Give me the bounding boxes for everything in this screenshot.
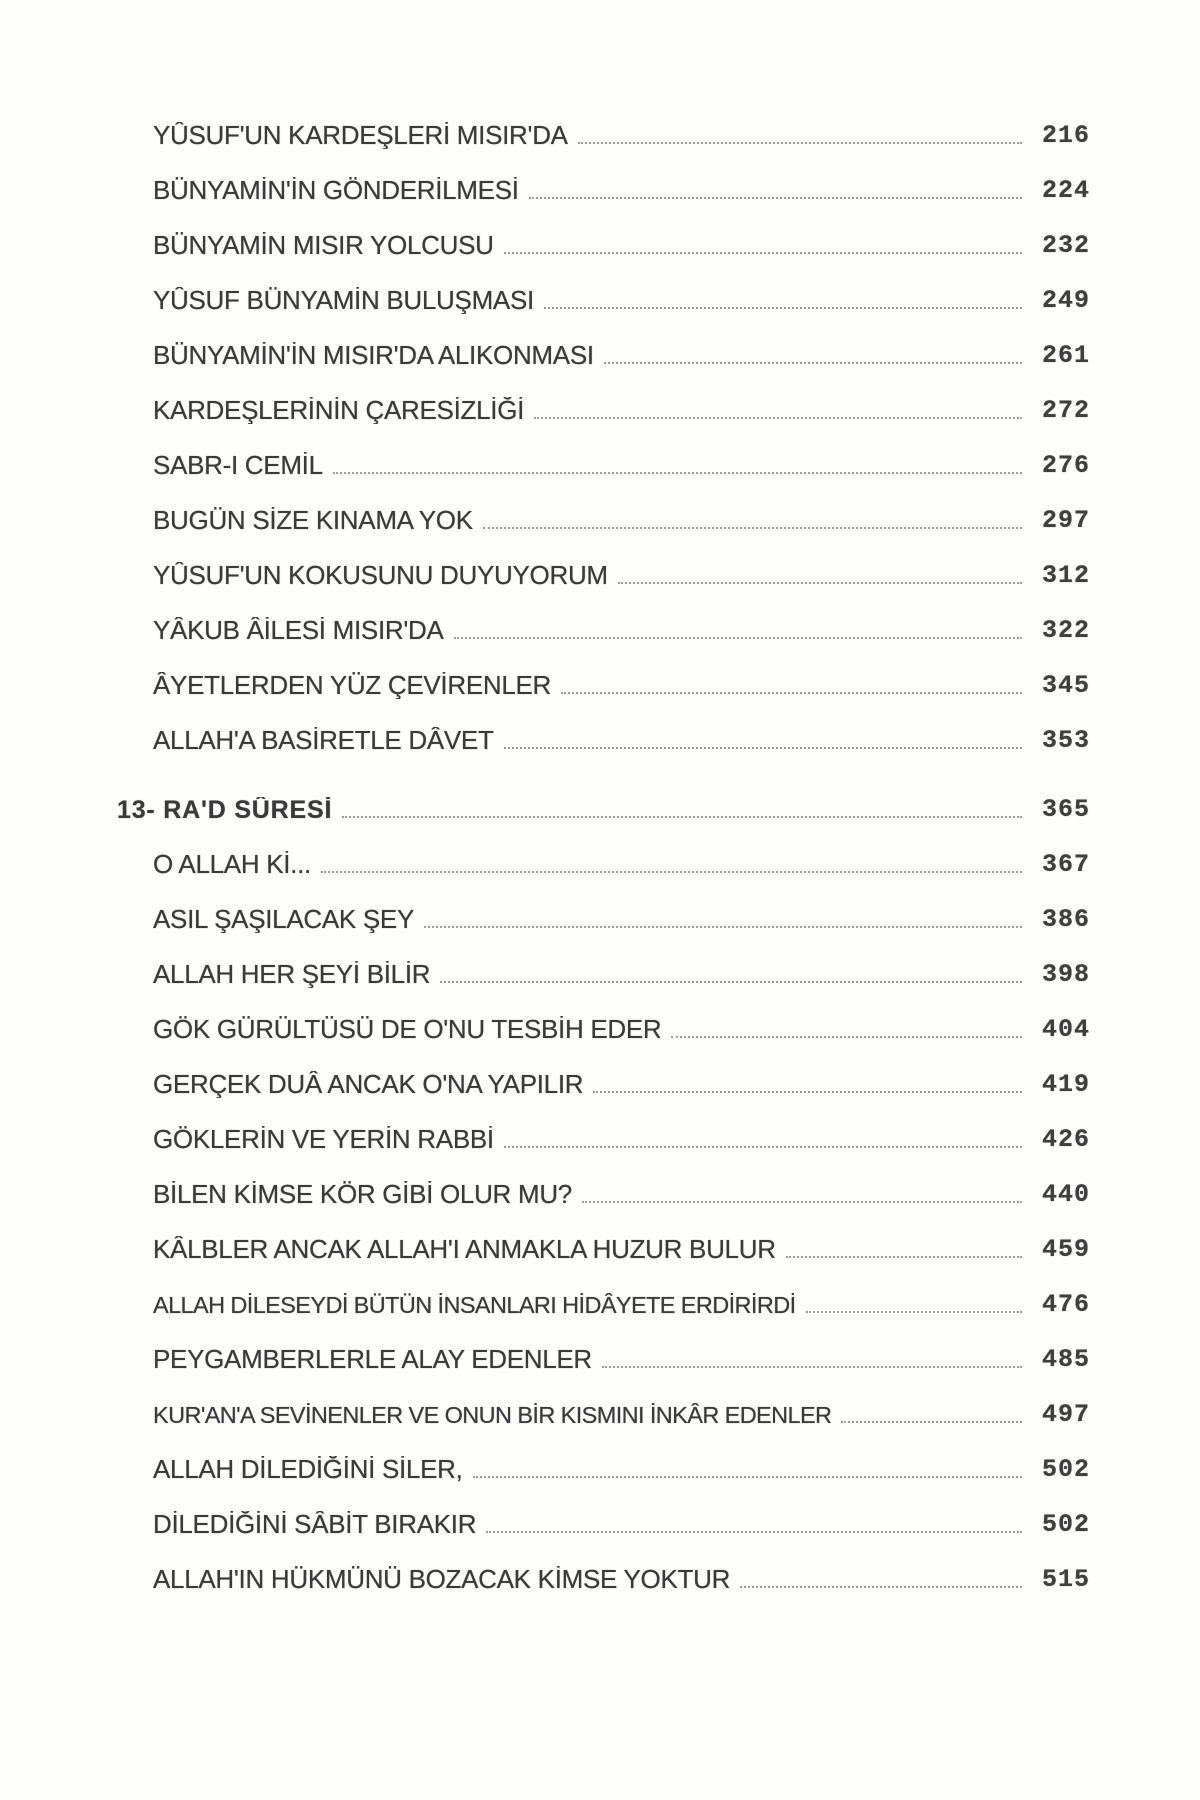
- toc-entry-title: YÛSUF'UN KOKUSUNU DUYUYORUM: [153, 561, 608, 589]
- dot-leader: [534, 417, 1022, 419]
- toc-entry-row: [117, 1208, 1090, 1263]
- toc-entry-title: DİLEDİĞİNİ SÂBİT BIRAKIR: [153, 1510, 477, 1538]
- dot-leader: [486, 1531, 1022, 1533]
- dot-leader: [504, 1146, 1022, 1148]
- toc-entry-row: [117, 1263, 1090, 1318]
- toc-entry-row: [117, 988, 1090, 1043]
- toc-entry-row: [117, 699, 1090, 754]
- toc-entry-title: O ALLAH Kİ...: [153, 850, 311, 878]
- dot-leader: [582, 1201, 1022, 1203]
- dot-leader: [473, 1476, 1022, 1478]
- toc-entry-title: BÜNYAMİN MISIR YOLCUSU: [153, 231, 494, 259]
- toc-entry-page-number: 365: [1041, 794, 1090, 824]
- toc-entry-page-number: 249: [1041, 285, 1090, 315]
- toc-entry-page-number: 502: [1041, 1509, 1090, 1539]
- toc-entry-page-number: 353: [1041, 725, 1090, 755]
- toc-entry-page-number: 367: [1041, 849, 1090, 879]
- dot-leader: [424, 926, 1022, 928]
- toc-entry-page-number: 297: [1041, 505, 1090, 535]
- toc-entry-page-number: 497: [1041, 1399, 1090, 1429]
- toc-entry-row: [117, 94, 1090, 149]
- dot-leader: [342, 816, 1022, 818]
- toc-entry-title: BİLEN KİMSE KÖR GİBİ OLUR MU?: [153, 1180, 572, 1208]
- toc-entry-row: [117, 589, 1090, 644]
- table-of-contents-list: [117, 94, 1090, 1593]
- toc-entry-title: ALLAH'A BASİRETLE DÂVET: [153, 726, 494, 754]
- dot-leader: [440, 981, 1022, 983]
- dot-leader: [333, 472, 1022, 474]
- toc-entry-row: [117, 1098, 1090, 1153]
- toc-entry-row: [117, 1483, 1090, 1538]
- toc-entry-row: [117, 878, 1090, 933]
- toc-entry-page-number: 502: [1041, 1454, 1090, 1484]
- toc-entry-row: [117, 204, 1090, 259]
- toc-entry-page-number: 224: [1041, 175, 1090, 205]
- toc-entry-row: [117, 1043, 1090, 1098]
- dot-leader: [561, 692, 1022, 694]
- toc-entry-page-number: 404: [1041, 1014, 1090, 1044]
- toc-entry-title: KARDEŞLERİNİN ÇARESİZLİĞİ: [153, 396, 525, 424]
- toc-entry-row: [117, 823, 1090, 878]
- toc-entry-title: BÜNYAMİN'İN MISIR'DA ALIKONMASI: [153, 341, 594, 369]
- toc-entry-row: [117, 1373, 1090, 1428]
- toc-entry-title: BUGÜN SİZE KINAMA YOK: [153, 506, 473, 534]
- toc-entry-page-number: 419: [1041, 1069, 1090, 1099]
- toc-entry-row: [117, 1538, 1090, 1593]
- dot-leader: [454, 637, 1022, 639]
- toc-entry-title: PEYGAMBERLERLE ALAY EDENLER: [153, 1345, 592, 1373]
- toc-entry-title: BÜNYAMİN'İN GÖNDERİLMESİ: [153, 176, 519, 204]
- toc-entry-row: [117, 369, 1090, 424]
- toc-entry-row: [117, 644, 1090, 699]
- dot-leader: [841, 1421, 1022, 1423]
- toc-entry-row: [117, 1428, 1090, 1483]
- toc-entry-page-number: 440: [1041, 1179, 1090, 1209]
- toc-entry-page-number: 459: [1041, 1234, 1090, 1264]
- toc-entry-title: YÂKUB ÂİLESİ MISIR'DA: [153, 616, 444, 644]
- dot-leader: [578, 142, 1022, 144]
- dot-leader: [806, 1311, 1022, 1313]
- toc-entry-title: YÛSUF BÜNYAMİN BULUŞMASI: [153, 286, 534, 314]
- toc-entry-title: GERÇEK DUÂ ANCAK O'NA YAPILIR: [153, 1070, 584, 1098]
- dot-leader: [671, 1036, 1022, 1038]
- toc-entry-page-number: 386: [1041, 904, 1090, 934]
- toc-entry-page-number: 426: [1041, 1124, 1090, 1154]
- toc-entry-row: [117, 1318, 1090, 1373]
- toc-entry-title: ASIL ŞAŞILACAK ŞEY: [153, 905, 414, 933]
- toc-entry-title: GÖKLERİN VE YERİN RABBİ: [153, 1125, 494, 1153]
- dot-leader: [504, 747, 1022, 749]
- toc-entry-title: 13- RA'D SÛRESİ: [117, 796, 333, 823]
- toc-entry-page-number: 261: [1041, 340, 1090, 370]
- toc-entry-page-number: 312: [1041, 560, 1090, 590]
- toc-entry-row: [117, 424, 1090, 479]
- toc-entry-row: [117, 149, 1090, 204]
- toc-entry-page-number: 322: [1041, 615, 1090, 645]
- dot-leader: [593, 1091, 1022, 1093]
- toc-entry-page-number: 216: [1041, 120, 1090, 150]
- toc-entry-row: [117, 534, 1090, 589]
- toc-entry-row: [117, 933, 1090, 988]
- toc-entry-title: ALLAH DİLESEYDİ BÜTÜN İNSANLARI HİDÂYETE ERDİRİRDİ: [153, 1293, 796, 1318]
- dot-leader: [618, 582, 1022, 584]
- dot-leader: [529, 197, 1022, 199]
- toc-entry-page-number: 398: [1041, 959, 1090, 989]
- toc-entry-row: [117, 314, 1090, 369]
- dot-leader: [544, 307, 1022, 309]
- toc-entry-page-number: 485: [1041, 1344, 1090, 1374]
- toc-entry-row: [117, 479, 1090, 534]
- toc-entry-page-number: 476: [1041, 1289, 1090, 1319]
- toc-entry-title: ALLAH DİLEDİĞİNİ SİLER,: [153, 1455, 463, 1483]
- dot-leader: [321, 871, 1022, 873]
- dot-leader: [786, 1256, 1022, 1258]
- toc-entry-title: ALLAH'IN HÜKMÜNÜ BOZACAK KİMSE YOKTUR: [153, 1565, 731, 1593]
- toc-entry-page-number: 345: [1041, 670, 1090, 700]
- toc-entry-row: [117, 259, 1090, 314]
- toc-entry-page-number: 232: [1041, 230, 1090, 260]
- toc-entry-title: YÛSUF'UN KARDEŞLERİ MISIR'DA: [153, 121, 568, 149]
- toc-entry-page-number: 276: [1041, 450, 1090, 480]
- dot-leader: [602, 1366, 1022, 1368]
- toc-entry-row: [117, 768, 1090, 823]
- toc-entry-page-number: 272: [1041, 395, 1090, 425]
- toc-entry-title: ALLAH HER ŞEYİ BİLİR: [153, 960, 431, 988]
- toc-entry-title: SABR-I CEMİL: [153, 451, 323, 479]
- toc-entry-title: KUR'AN'A SEVİNENLER VE ONUN BİR KISMINI İNKÂR EDENLER: [153, 1403, 832, 1428]
- dot-leader: [504, 252, 1022, 254]
- toc-entry-row: [117, 1153, 1090, 1208]
- toc-entry-title: GÖK GÜRÜLTÜSÜ DE O'NU TESBİH EDER: [153, 1015, 662, 1043]
- toc-entry-title: KÂLBLER ANCAK ALLAH'I ANMAKLA HUZUR BULUR: [153, 1235, 776, 1263]
- dot-leader: [740, 1586, 1022, 1588]
- toc-entry-title: ÂYETLERDEN YÜZ ÇEVİRENLER: [153, 671, 552, 699]
- dot-leader: [483, 527, 1022, 529]
- dot-leader: [604, 362, 1022, 364]
- toc-entry-page-number: 515: [1041, 1564, 1090, 1594]
